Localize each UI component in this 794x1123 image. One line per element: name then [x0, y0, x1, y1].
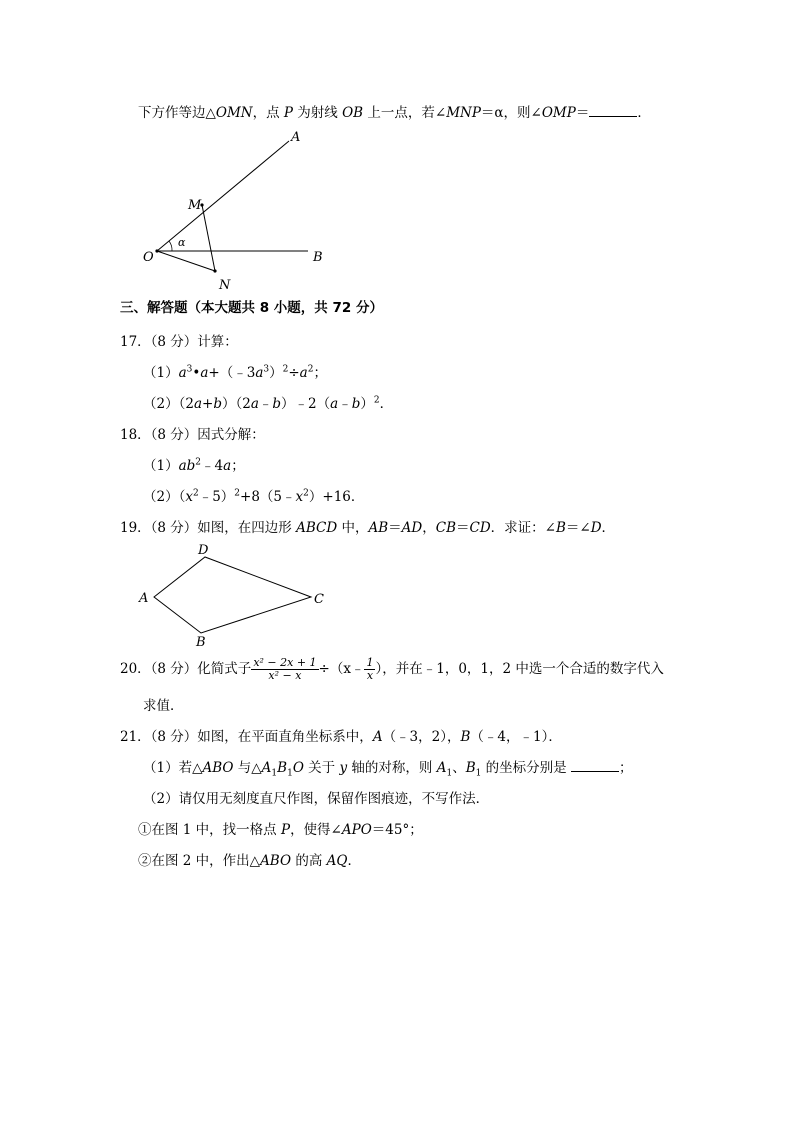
point-o — [155, 249, 158, 252]
q16-ob: OB — [342, 105, 364, 121]
exp: 2 — [192, 488, 199, 499]
seg: ＝ — [388, 520, 402, 536]
seg: ） — [360, 396, 374, 412]
exp: 3 — [263, 364, 270, 375]
q19-figure — [135, 540, 335, 650]
seg: ； — [231, 458, 245, 474]
var: x — [295, 489, 304, 505]
seg: ． — [379, 396, 394, 412]
seg: ； — [313, 365, 327, 381]
var: ab — [178, 458, 196, 474]
seg: 、 — [452, 760, 466, 776]
fraction — [364, 657, 375, 682]
exp: 3 — [186, 364, 193, 375]
seg: ﹣5） — [198, 489, 235, 505]
q17-head: 17．（8 分）计算： — [120, 334, 238, 350]
var: CB — [435, 520, 456, 536]
q16-seg: 上一点，若∠ — [363, 105, 447, 121]
seg: （﹣4，﹣1）． — [470, 729, 562, 745]
var: a — [250, 396, 259, 412]
var: a — [193, 396, 202, 412]
seg: （2）（ — [143, 489, 186, 505]
var: AB — [368, 520, 389, 536]
seg: ﹣ — [338, 396, 352, 412]
seg: ）+16． — [308, 489, 365, 505]
var: ABCD — [296, 520, 338, 536]
var: a — [223, 458, 232, 474]
var: A — [436, 760, 447, 776]
exp: 2 — [373, 395, 380, 406]
var: AD — [401, 520, 423, 536]
q20-head — [120, 652, 664, 686]
var: b — [213, 396, 222, 412]
label-d: D — [198, 543, 209, 558]
seg: （1） — [143, 365, 179, 381]
q16-seg: 为射线 — [292, 105, 343, 121]
q16-figure — [135, 125, 335, 295]
var: ABO — [260, 853, 292, 869]
label-b: B — [196, 635, 206, 650]
seg: ①在图 1 中，找一格点 — [138, 822, 281, 838]
seg: +（﹣3 — [208, 365, 256, 381]
point-n — [213, 269, 216, 272]
quadrilateral-abcd — [154, 557, 311, 633]
seg: 19．（8 分）如图，在四边形 — [120, 520, 297, 536]
numerator: 1 — [366, 656, 374, 669]
var: A — [261, 760, 272, 776]
seg: ﹣ — [258, 396, 273, 412]
denominator: x² − x — [268, 669, 302, 682]
seg: ②在图 2 中，作出△ — [138, 853, 261, 869]
section-heading: 三、解答题（本大题共 8 小题，共 72 分） — [120, 300, 383, 316]
exp: 2 — [282, 364, 289, 375]
q19-head — [120, 518, 615, 538]
angle-arc — [169, 241, 172, 251]
seg: ）（2 — [221, 396, 251, 412]
var: CD — [469, 520, 491, 536]
seg: 与△ — [233, 760, 262, 776]
q16-seg: ，点 — [252, 105, 284, 121]
q16-seg: 下方作等边△ — [138, 105, 216, 121]
answer-blank[interactable] — [589, 104, 637, 117]
exp: 2 — [234, 488, 241, 499]
q21-sub1 — [138, 820, 423, 840]
var: AQ — [326, 853, 348, 869]
seg: （﹣3，2）， — [382, 729, 461, 745]
label-b: B — [313, 250, 323, 265]
var: D — [590, 520, 602, 536]
seg: ＝45°； — [371, 822, 423, 838]
var: y — [339, 760, 348, 776]
seg: （2）（2 — [143, 396, 194, 412]
ray-oa — [157, 141, 289, 251]
q21-head — [120, 727, 562, 747]
q16-seg: ＝ — [575, 105, 590, 121]
seg: ﹣4 — [201, 458, 224, 474]
q18-part2 — [143, 487, 364, 507]
q16-omp: OMP — [541, 105, 576, 121]
answer-blank[interactable] — [571, 759, 619, 772]
seg: 20．（8 分）化简式子 — [120, 661, 252, 677]
label-m: M — [188, 198, 202, 213]
exp: 2 — [307, 364, 314, 375]
seg: ÷（x﹣ — [318, 661, 365, 677]
var: B — [460, 729, 471, 745]
seg: （1）若△ — [143, 760, 203, 776]
fraction — [251, 657, 318, 682]
exp: 2 — [303, 488, 309, 499]
denominator: x — [366, 669, 374, 682]
label-alpha: α — [178, 236, 186, 249]
var: a — [255, 365, 264, 381]
seg: 的坐标分别是 — [481, 760, 571, 776]
var: APO — [341, 822, 372, 838]
label-a: A — [291, 130, 301, 145]
q21-part2: （2）请仅用无刻度直尺作图，保留作图痕迹，不写作法． — [143, 791, 490, 807]
q17-part1 — [143, 363, 327, 383]
subscript: 1 — [287, 768, 293, 779]
seg: ， — [422, 520, 436, 536]
var: b — [272, 396, 282, 412]
label-n: N — [219, 278, 231, 293]
seg: 轴的对称，则 — [347, 760, 437, 776]
q20-line2: 求值． — [143, 698, 184, 714]
segment-om-n — [157, 251, 215, 271]
seg: ），并在﹣1，0，1，2 中选一个合适的数字代入 — [375, 661, 664, 677]
seg: +8（5﹣ — [240, 489, 296, 505]
seg: （1） — [143, 458, 179, 474]
q16-seg: ＝α，则∠ — [480, 105, 542, 121]
label-c: C — [314, 592, 324, 607]
seg: ，使得∠ — [290, 822, 342, 838]
segment-mn — [202, 205, 215, 271]
var: a — [330, 396, 339, 412]
seg: ． — [347, 853, 361, 869]
q16-p: P — [283, 105, 293, 121]
var: a — [178, 365, 187, 381]
seg: ÷ — [288, 365, 300, 381]
seg: ＝∠ — [565, 520, 591, 536]
seg: ． — [601, 520, 616, 536]
q17-part2 — [143, 394, 393, 414]
var: a — [299, 365, 308, 381]
seg: ．求证：∠ — [490, 520, 556, 536]
q21-sub2 — [138, 851, 361, 871]
seg: ； — [618, 760, 633, 776]
var: ABO — [202, 760, 234, 776]
label-o: O — [143, 250, 154, 265]
var: A — [372, 729, 383, 745]
seg: • — [192, 365, 201, 381]
q16-mnp: MNP — [446, 105, 481, 121]
var: P — [280, 822, 291, 838]
label-a: A — [139, 591, 149, 606]
seg: + — [202, 396, 214, 412]
seg: ） — [269, 365, 283, 381]
var: a — [200, 365, 209, 381]
var: B — [465, 760, 476, 776]
q18-head: 18．（8 分）因式分解： — [120, 427, 265, 443]
q16-seg: ． — [637, 105, 651, 121]
var: B — [555, 520, 566, 536]
seg: ）﹣2（ — [281, 396, 331, 412]
q16-omn: OMN — [215, 105, 253, 121]
var: x — [185, 489, 193, 505]
seg: 21．（8 分）如图，在平面直角坐标系中， — [120, 729, 373, 745]
subscript: 1 — [446, 768, 453, 779]
seg: 关于 — [303, 760, 340, 776]
var: B — [277, 760, 288, 776]
var: b — [351, 396, 361, 412]
seg: 中， — [337, 520, 369, 536]
var: O — [292, 760, 304, 776]
q16-text — [138, 103, 651, 123]
seg: 的高 — [291, 853, 327, 869]
subscript: 1 — [271, 768, 278, 779]
subscript: 1 — [475, 768, 482, 779]
exp: 2 — [195, 457, 202, 468]
q18-part1 — [143, 456, 245, 476]
q21-part1 — [143, 758, 632, 778]
seg: ＝ — [455, 520, 470, 536]
numerator: x² − 2x + 1 — [253, 656, 317, 669]
